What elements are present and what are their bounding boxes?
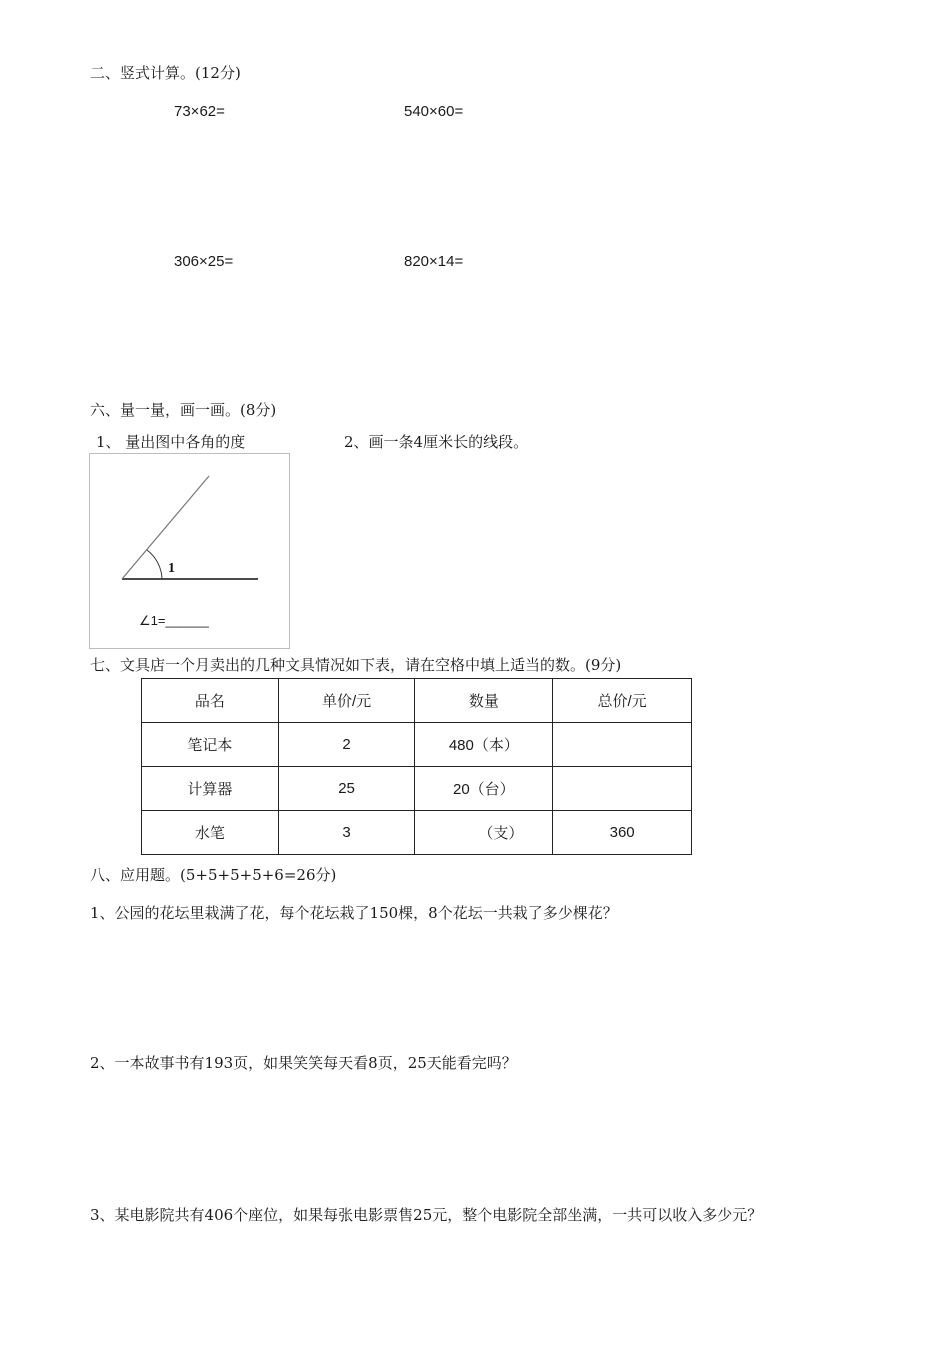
angle-figure [89, 453, 290, 649]
table-header-cell: 总价/元 [553, 679, 692, 723]
table-cell[interactable]: （支） [415, 811, 553, 855]
table-cell: 2 [278, 723, 415, 767]
section-8-title: 八、应用题。(5+5+5+5+6=26分) [90, 866, 337, 884]
section-6-title: 六、量一量，画一画。(8分) [90, 401, 277, 419]
table-cell-blank[interactable] [553, 767, 692, 811]
table-row [142, 767, 692, 811]
table-cell: 480（本） [415, 723, 553, 767]
angle-answer-blank: ∠1=______ [139, 613, 209, 628]
problem-1: 73×62= [174, 103, 225, 120]
table-header-row [142, 679, 692, 723]
table-row [142, 723, 692, 767]
section-7-title: 七、文具店一个月卖出的几种文具情况如下表，请在空格中填上适当的数。(9分) [90, 656, 622, 674]
stationery-sales-table [141, 678, 692, 855]
table-cell: 20（台） [415, 767, 553, 811]
table-header-cell: 单价/元 [278, 679, 415, 723]
problem-2: 540×60= [404, 103, 464, 120]
problem-4: 820×14= [404, 253, 464, 270]
angle-slanted-ray [122, 476, 209, 579]
angle-label: 1 [168, 561, 175, 576]
table-cell-blank[interactable] [553, 723, 692, 767]
word-problem-3: 3、某电影院共有406个座位，如果每张电影票售25元，整个电影院全部坐满，一共可以收入多少元？ [90, 1206, 763, 1224]
section-6-question-1: 1、 量出图中各角的度 [96, 433, 246, 451]
problem-3: 306×25= [174, 253, 234, 270]
table-cell: 25 [278, 767, 415, 811]
section-6-question-2: 2、画一条4厘米长的线段。 [344, 433, 529, 451]
table-cell: 笔记本 [142, 723, 279, 767]
table-cell: 360 [553, 811, 692, 855]
table-header-cell: 数量 [415, 679, 553, 723]
table-header-cell: 品名 [142, 679, 279, 723]
table-cell: 水笔 [142, 811, 279, 855]
table-cell: 3 [278, 811, 415, 855]
angle-arc [147, 550, 162, 579]
table-cell: 计算器 [142, 767, 279, 811]
section-2-title: 二、竖式计算。(12分) [90, 64, 241, 82]
word-problem-2: 2、一本故事书有193页，如果笑笑每天看8页，25天能看完吗？ [90, 1054, 517, 1072]
table-row [142, 811, 692, 855]
word-problem-1: 1、公园的花坛里栽满了花，每个花坛栽了150棵，8个花坛一共栽了多少棵花？ [90, 904, 618, 922]
